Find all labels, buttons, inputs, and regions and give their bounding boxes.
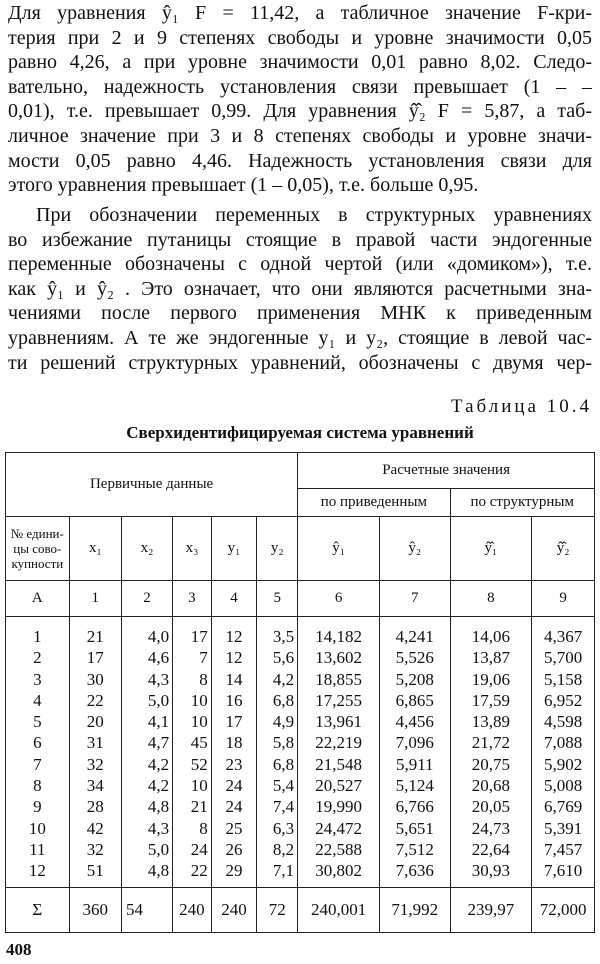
- column-x3: [173, 617, 212, 888]
- table-cell: 8: [199, 818, 208, 838]
- paragraph-2: [8, 203, 592, 375]
- table-cell: 5,008: [544, 776, 583, 796]
- sum-cell: 71,992: [380, 887, 450, 932]
- column-y1-reduced: [298, 617, 380, 888]
- table-title: Сверхидентифицируемая система уравнений: [126, 423, 474, 442]
- table-cell: 7: [33, 754, 42, 774]
- table-cell: 17: [190, 627, 208, 646]
- index-cell: 6: [298, 581, 380, 617]
- col-header: ŷ̂₁: [450, 517, 532, 581]
- table-cell: 19,06: [471, 669, 511, 689]
- table-cell: 5,911: [395, 754, 434, 774]
- paragraph-1: [8, 1, 592, 198]
- table-cell: 7: [199, 648, 208, 668]
- column-y2: [257, 617, 298, 888]
- col-header: ŷ₁: [298, 517, 380, 581]
- table-cell: 22,588: [315, 839, 362, 859]
- text-line: чениями после первого применения МНК к приведенным: [8, 302, 592, 325]
- table-cell: 11: [29, 839, 46, 859]
- table-cell: 25: [225, 818, 243, 838]
- sum-cell: 239,97: [450, 887, 532, 932]
- table-cell: 13,87: [471, 648, 511, 668]
- table-cell: 5,6: [272, 648, 295, 668]
- table-cell: 31: [86, 733, 104, 753]
- table-cell: 8,2: [272, 839, 295, 859]
- table-cell: 17: [225, 712, 243, 732]
- table-cell: 12: [225, 648, 243, 668]
- table-cell: 4,241: [395, 627, 434, 646]
- sum-cell: 240: [173, 887, 212, 932]
- table-cell: 12: [225, 627, 243, 646]
- table-cell: 22: [86, 690, 104, 710]
- table-cell: 28: [86, 797, 104, 817]
- data-table: [5, 452, 595, 933]
- index-cell: 5: [257, 581, 298, 617]
- index-cell: 9: [532, 581, 595, 617]
- index-row: [6, 581, 595, 617]
- col-header: x₁: [69, 517, 121, 581]
- text-line: во избежание путаницы стоящие в правой части эндогенные: [8, 228, 592, 251]
- table-cell: 20,05: [471, 797, 511, 817]
- table-cell: 6,952: [544, 690, 583, 710]
- table-cell: 4,8: [147, 797, 170, 817]
- column-y1: [211, 617, 256, 888]
- col-header: y₂: [257, 517, 298, 581]
- table-cell: 32: [86, 839, 104, 859]
- text-line: ти решений структурных уравнений, обозначены с двумя чер-: [8, 351, 592, 374]
- table-cell: 6,8: [272, 690, 295, 710]
- table-cell: 17,59: [471, 690, 511, 710]
- table-cell: 12: [28, 861, 46, 881]
- table-cell: 17: [86, 648, 104, 668]
- table-cell: 6,3: [272, 818, 295, 838]
- table-cell: 4,6: [147, 648, 170, 668]
- table-cell: 22,64: [471, 839, 511, 859]
- table-cell: 4,7: [147, 733, 170, 753]
- table-cell: 5,0: [147, 690, 170, 710]
- text-line: 0,01), т.е. превышает 0,99. Для уравнения ŷ̂₂ F = 5,87, а таб-: [8, 100, 592, 123]
- table-cell: 7,610: [544, 861, 583, 881]
- col-header: y₁: [211, 517, 256, 581]
- text-line: этого уравнения превышает (1 – 0,05), т.е. больше 0,95.: [8, 174, 479, 197]
- col-header: x₂: [121, 517, 172, 581]
- table-cell: 14,182: [315, 627, 362, 646]
- table-cell: 4,2: [272, 669, 295, 689]
- table-cell: 30,93: [471, 861, 511, 881]
- table-cell: 24,472: [315, 818, 362, 838]
- text-line: мости 0,05 равно 4,46. Надежность установления связи для: [8, 149, 592, 172]
- table-cell: 4,367: [544, 627, 583, 646]
- table-cell: 52: [190, 754, 208, 774]
- sum-symbol: Σ: [6, 887, 70, 932]
- table-cell: 10: [28, 818, 46, 838]
- table-cell: 7,088: [544, 733, 583, 753]
- table-cell: 6,865: [395, 690, 434, 710]
- table-cell: 21: [190, 797, 208, 817]
- header-by-structural: по структурным: [450, 489, 595, 517]
- index-cell: А: [6, 581, 70, 617]
- table-cell: 5: [33, 712, 42, 732]
- index-cell: 1: [69, 581, 121, 617]
- col-header: ŷ₂: [380, 517, 450, 581]
- sum-cell: 72: [257, 887, 298, 932]
- column-y2-structural: [532, 617, 595, 888]
- table-cell: 13,602: [315, 648, 362, 668]
- table-cell: 14: [225, 669, 243, 689]
- text-line: как ŷ₁ и ŷ₂ . Это означает, что они являются расчетными зна-: [8, 277, 592, 300]
- table-cell: 4,2: [147, 754, 170, 774]
- table-cell: 34: [86, 776, 104, 796]
- table-cell: 21,548: [315, 754, 362, 774]
- table-cell: 18: [225, 733, 243, 753]
- page-number: 408: [6, 940, 32, 959]
- col-header: x₃: [173, 517, 212, 581]
- table-cell: 7,4: [272, 797, 295, 817]
- table-cell: 5,391: [544, 818, 583, 838]
- table-cell: 7,457: [544, 839, 583, 859]
- table-cell: 4: [33, 690, 42, 710]
- table-cell: 4,3: [147, 818, 170, 838]
- sum-cell: 360: [69, 887, 121, 932]
- table-cell: 2: [33, 648, 42, 668]
- table-number: Таблица 10.4: [450, 396, 592, 417]
- index-cell: 3: [173, 581, 212, 617]
- table-cell: 20: [86, 712, 104, 732]
- table-cell: 5,0: [147, 839, 170, 859]
- table-cell: 13,961: [315, 712, 362, 732]
- col-header-unit-number: № едини- цы сово- купности: [6, 517, 70, 581]
- table-cell: 24: [225, 797, 243, 817]
- table-cell: 20,68: [471, 776, 511, 796]
- index-cell: 4: [211, 581, 256, 617]
- table-cell: 24: [225, 776, 243, 796]
- header-calculated-values: Расчетные значения: [298, 453, 595, 489]
- table-cell: 5,4: [272, 776, 295, 796]
- text-line: переменные обозначены с одной чертой (или «домиком»), т.е.: [8, 253, 592, 276]
- table-cell: 6,8: [272, 754, 295, 774]
- header-by-reduced: по приведенным: [298, 489, 450, 517]
- table-cell: 24: [190, 839, 208, 859]
- table-cell: 42: [86, 818, 104, 838]
- table-cell: 6: [33, 733, 42, 753]
- text-line: При обозначении переменных в структурных уравнениях: [36, 204, 592, 226]
- index-cell: 7: [380, 581, 450, 617]
- table-cell: 20,75: [471, 754, 511, 774]
- table-cell: 23: [225, 754, 243, 774]
- text-line: вательно, надежность установления связи превышает (1 – –: [8, 75, 592, 98]
- text-line: терия при 2 и 9 степенях свободы и уровне значимости 0,05: [8, 26, 592, 49]
- sum-cell: 240: [211, 887, 256, 932]
- table-cell: 20,527: [315, 776, 362, 796]
- table-cell: 7,1: [272, 861, 295, 881]
- table-cell: 30: [86, 669, 104, 689]
- column-header-row: [6, 517, 595, 581]
- index-cell: 2: [121, 581, 172, 617]
- table-cell: 19,990: [315, 797, 362, 817]
- table-cell: 5,124: [395, 776, 434, 796]
- table-cell: 4,8: [147, 861, 170, 881]
- sum-cell: 240,001: [298, 887, 380, 932]
- text-line: равно 4,26, а при уровне значимости 0,01 равно 8,02. Следо-: [8, 51, 592, 74]
- table-cell: 3,5: [272, 627, 295, 646]
- column-y2-reduced: [380, 617, 450, 888]
- table-cell: 30,802: [315, 861, 362, 881]
- table-cell: 16: [225, 690, 243, 710]
- table-cell: 7,636: [395, 861, 434, 881]
- table-cell: 4,9: [272, 712, 295, 732]
- column-unit-number: [6, 617, 70, 888]
- index-cell: 8: [450, 581, 532, 617]
- table-cell: 6,766: [395, 797, 434, 817]
- sum-row: [6, 887, 595, 932]
- table-cell: 4,0: [147, 627, 170, 646]
- table-cell: 21,72: [471, 733, 511, 753]
- table-cell: 7,096: [395, 733, 434, 753]
- data-body-row: [6, 617, 595, 888]
- table-cell: 14,06: [471, 627, 511, 646]
- table-cell: 5,208: [395, 669, 434, 689]
- table-cell: 24,73: [471, 818, 511, 838]
- sum-cell: 72,000: [532, 887, 595, 932]
- table-cell: 7,512: [395, 839, 434, 859]
- text-line: личное значение при 3 и 8 степенях свободы и уровне значи-: [8, 124, 592, 147]
- table-cell: 17,255: [315, 690, 362, 710]
- table-cell: 13,89: [471, 712, 511, 732]
- text-line: уравнениям. А те же эндогенные y₁ и y₂, стоящие в левой час-: [8, 326, 592, 349]
- table-cell: 10: [190, 712, 208, 732]
- table-cell: 32: [86, 754, 104, 774]
- column-x1: [69, 617, 121, 888]
- table-cell: 26: [225, 839, 243, 859]
- table-cell: 22: [190, 861, 208, 881]
- table-cell: 29: [225, 861, 243, 881]
- header-primary-data: Первичные данные: [6, 453, 298, 517]
- table-cell: 22,219: [315, 733, 362, 753]
- table-cell: 8: [199, 669, 208, 689]
- table-cell: 9: [33, 797, 42, 817]
- table-cell: 4,456: [395, 712, 434, 732]
- table-cell: 5,700: [544, 648, 583, 668]
- table-cell: 5,651: [395, 818, 434, 838]
- table-cell: 8: [33, 776, 42, 796]
- sum-cell: 54: [121, 887, 172, 932]
- table-cell: 3: [33, 669, 42, 689]
- column-y1-structural: [450, 617, 532, 888]
- table-cell: 4,3: [147, 669, 170, 689]
- table-cell: 4,598: [544, 712, 583, 732]
- table-cell: 5,526: [395, 648, 434, 668]
- table-cell: 1: [33, 627, 42, 646]
- table-cell: 10: [190, 776, 208, 796]
- table-cell: 5,158: [544, 669, 583, 689]
- table-cell: 6,769: [544, 797, 583, 817]
- table-cell: 21: [86, 627, 104, 646]
- table-cell: 18,855: [315, 669, 362, 689]
- table-cell: 4,2: [147, 776, 170, 796]
- column-x2: [121, 617, 172, 888]
- col-header: ŷ̂₂: [532, 517, 595, 581]
- table-cell: 51: [86, 861, 104, 881]
- text-line: Для уравнения ŷ₁ F = 11,42, а табличное значение F-кри-: [8, 2, 592, 24]
- table-cell: 45: [190, 733, 208, 753]
- table-cell: 5,902: [544, 754, 583, 774]
- table-cell: 5,8: [272, 733, 295, 753]
- table-cell: 10: [190, 690, 208, 710]
- table-cell: 4,1: [147, 712, 170, 732]
